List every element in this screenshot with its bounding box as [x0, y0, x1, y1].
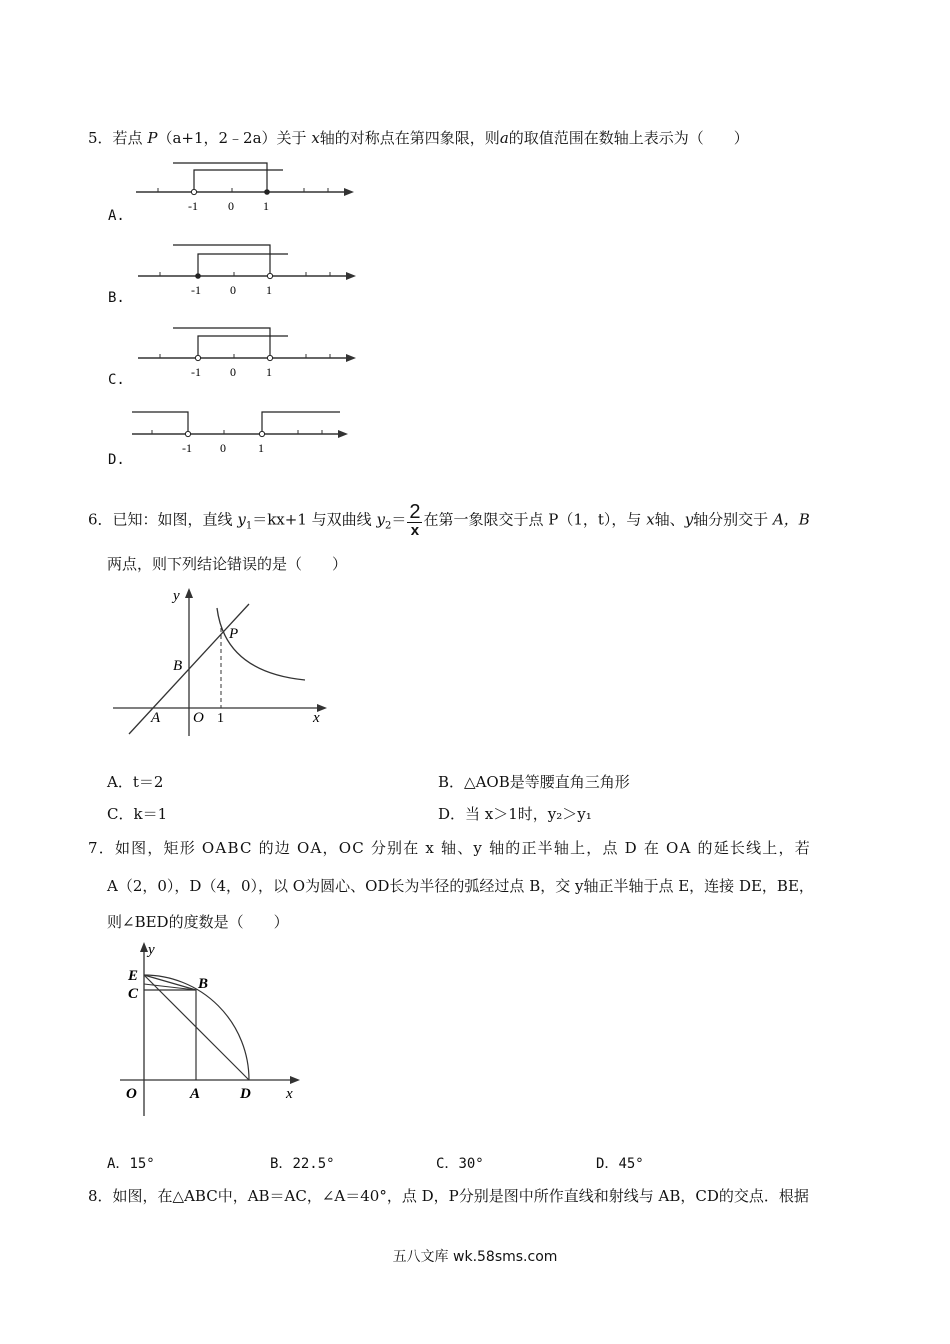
- tick-label: 0: [230, 365, 236, 379]
- q6-option-d[interactable]: D．当 x＞1时，y₂＞y₁: [438, 805, 592, 823]
- tick-one-label: 1: [217, 711, 224, 726]
- q7-option-b[interactable]: B．22.5°: [270, 1156, 335, 1172]
- point-b-label: B: [173, 658, 183, 674]
- number-line-a: [108, 158, 358, 228]
- q5-stem: 5．若点 P（a+1，2﹣2a）关于 x轴的对称点在第四象限，则a的取值范围在数轴上表示为（ ）: [88, 129, 749, 147]
- q6-figure: [105, 582, 345, 746]
- q6-graph: [105, 582, 345, 742]
- number-line-d: [108, 404, 358, 464]
- origin-label: O: [193, 710, 204, 726]
- q8-stem: 8．如图，在△ABC中，AB＝AC，∠A＝40°，点 D，P分别是图中所作直线和射线与 AB，CD的交点．根据: [88, 1187, 809, 1205]
- q7-stem-line1: 7．如图，矩形 OABC 的边 OA，OC 分别在 x 轴、y 轴的正半轴上，点 D 在 OA 的延长线上，若: [88, 839, 811, 857]
- tick-label: -1: [191, 365, 201, 379]
- point-a-label: A: [190, 1086, 201, 1102]
- q7-stem-line3: 则∠BED的度数是（ ）: [107, 913, 289, 931]
- number-line-b: [108, 240, 358, 310]
- q7-figure: [110, 936, 310, 1120]
- point-c-label: C: [128, 986, 139, 1002]
- q6-stem-line2: 两点，则下列结论错误的是（ ）: [107, 555, 348, 573]
- q7-option-c[interactable]: C．30°: [436, 1156, 484, 1172]
- q7-option-d[interactable]: D．45°: [596, 1156, 644, 1172]
- point-e-label: E: [128, 968, 139, 984]
- tick-label: 0: [228, 199, 234, 213]
- q6-option-c[interactable]: C．k＝1: [107, 805, 168, 823]
- point-p-label: P: [229, 626, 239, 642]
- q5-option-a[interactable]: [108, 158, 358, 232]
- number-line-c: [108, 322, 358, 392]
- point-b-label: B: [198, 976, 209, 992]
- tick-label: 1: [266, 365, 272, 379]
- q6-option-b[interactable]: B．△AOB是等腰直角三角形: [438, 773, 630, 791]
- option-label: B.: [108, 290, 125, 306]
- point-d-label: D: [240, 1086, 251, 1102]
- tick-label: 1: [266, 283, 272, 297]
- q5-option-b[interactable]: [108, 240, 358, 314]
- y-axis-label: y: [148, 942, 155, 958]
- q5-option-c[interactable]: [108, 322, 358, 396]
- tick-label: -1: [191, 283, 201, 297]
- q7-option-a[interactable]: A．15°: [107, 1156, 155, 1172]
- q6-option-a[interactable]: A．t＝2: [107, 773, 164, 791]
- tick-label: 1: [263, 199, 269, 213]
- tick-label: 0: [230, 283, 236, 297]
- q5-option-d[interactable]: [108, 404, 358, 468]
- q7-stem-line2: A（2，0），D（4，0），以 O为圆心、OD长为半径的弧经过点 B，交 y轴正半轴于点 E，连接 DE，BE，: [107, 877, 814, 895]
- tick-label: -1: [182, 441, 192, 455]
- tick-label: 0: [220, 441, 226, 455]
- tick-label: -1: [188, 199, 198, 213]
- option-label: C.: [108, 372, 125, 388]
- option-label: D.: [108, 452, 125, 468]
- x-axis-label: x: [313, 710, 320, 726]
- q7-graph: [110, 936, 310, 1116]
- origin-label: O: [126, 1086, 137, 1102]
- point-a-label: A: [151, 710, 161, 726]
- y-axis-label: y: [173, 588, 180, 604]
- page-footer: 五八文库 wk.58sms.com: [392, 1249, 558, 1265]
- fraction: $\frac{2}{x}$: [409, 501, 421, 539]
- tick-label: 1: [258, 441, 264, 455]
- x-axis-label: x: [286, 1086, 293, 1102]
- option-label: A.: [108, 208, 125, 224]
- q6-stem-line1: 6．已知：如图，直线 $y_1=kx+1$ 与双曲线 $y_2=$ $\frac{2}{x}$ 在第一象限交于点 P（1，t），与 x轴、y轴分别交于 A，B: [88, 501, 810, 539]
